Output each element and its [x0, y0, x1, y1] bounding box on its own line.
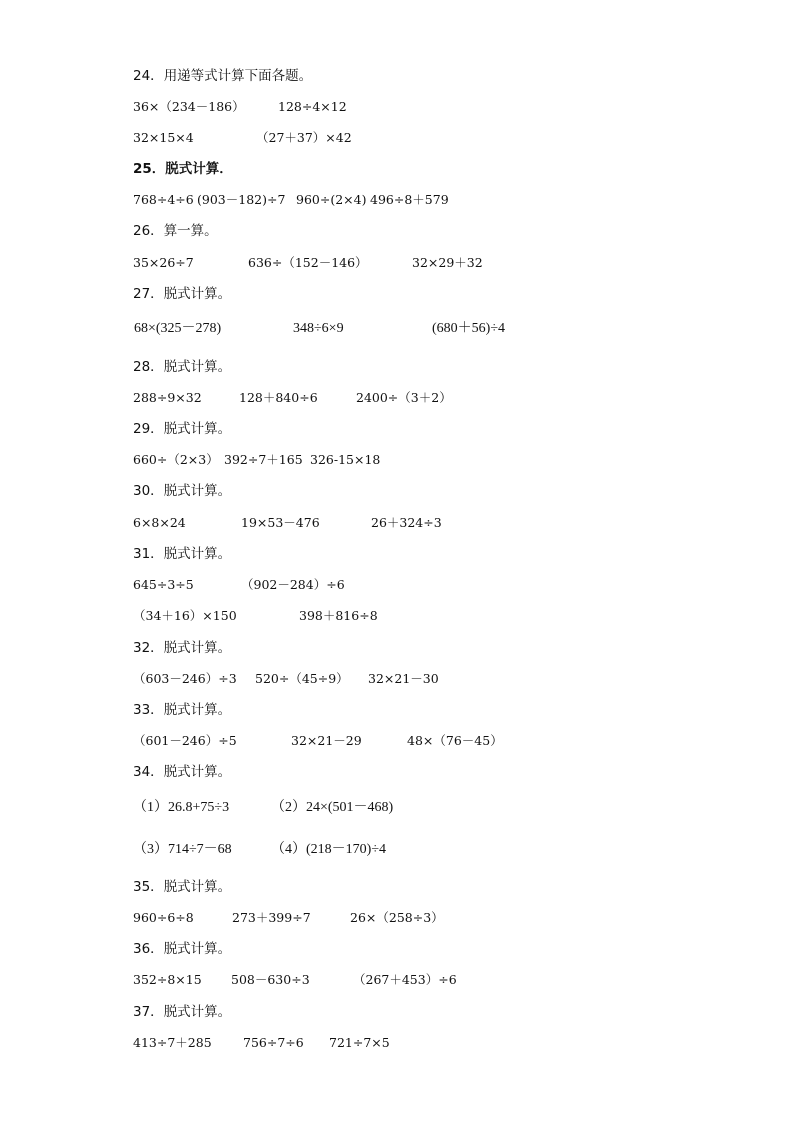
question-33-heading: [133, 700, 231, 720]
expression: 960÷(2×4): [296, 192, 367, 207]
question-28-heading: [133, 357, 231, 377]
expression: (903－182)÷7: [197, 192, 286, 207]
question-25-heading: [133, 159, 233, 179]
question-32-heading: [133, 638, 231, 658]
expression: （27＋37）×42: [256, 130, 352, 145]
question-title: 脱式计算。: [163, 359, 232, 375]
question-number: 34．: [133, 764, 164, 780]
expression: 26×（258÷3）: [350, 910, 444, 925]
question-title: 脱式计算。: [163, 421, 232, 437]
question-title: 脱式计算。: [163, 1004, 232, 1020]
question-title: 脱式计算。: [163, 286, 232, 302]
expression: （603－246）÷3: [133, 671, 237, 686]
question-27-heading: [133, 284, 231, 304]
question-title: 脱式计算。: [163, 764, 232, 780]
question-title: 脱式计算．: [165, 161, 233, 177]
expression: 392÷7＋165: [224, 452, 303, 467]
expression: 508－630÷3: [231, 972, 310, 987]
question-24-heading: [133, 66, 312, 86]
expression: 721÷7×5: [329, 1035, 390, 1050]
expression: 768÷4÷6: [133, 192, 194, 207]
expression: 288÷9×32: [133, 390, 202, 405]
expression: 636÷（152－146）: [248, 255, 368, 270]
expression: 32×15×4: [133, 130, 194, 145]
question-title: 脱式计算。: [163, 702, 232, 718]
expression: 496÷8＋579: [370, 192, 449, 207]
question-34-heading: [133, 762, 231, 782]
expression: 35×26÷7: [133, 255, 194, 270]
question-title: 脱式计算。: [163, 546, 232, 562]
expression: 326-15×18: [310, 452, 381, 467]
expression: （3）714÷7－68: [133, 842, 232, 857]
question-number: 31．: [133, 546, 164, 562]
expression: 128÷4×12: [278, 99, 347, 114]
question-title: 用递等式计算下面各题。: [163, 68, 313, 84]
expression: 32×21－29: [291, 733, 362, 748]
question-number: 36．: [133, 941, 164, 957]
question-title: 脱式计算。: [163, 879, 232, 895]
expression: （902－284）÷6: [241, 577, 345, 592]
question-number: 27．: [133, 286, 164, 302]
question-number: 35．: [133, 879, 164, 895]
question-29-heading: [133, 419, 231, 439]
expression: 32×29＋32: [412, 255, 483, 270]
expression: （2）24×(501－468): [271, 800, 394, 815]
expression: 352÷8×15: [133, 972, 202, 987]
expression: 6×8×24: [133, 515, 186, 530]
expression: 756÷7÷6: [243, 1035, 304, 1050]
expression: (680＋56)÷4: [432, 321, 506, 336]
question-number: 33．: [133, 702, 164, 718]
expression: （601－246）÷5: [133, 733, 237, 748]
expression: 520÷（45÷9）: [255, 671, 349, 686]
expression: 68×(325－278): [134, 321, 222, 336]
expression: 19×53－476: [241, 515, 320, 530]
expression: 348÷6×9: [293, 321, 344, 336]
expression: （34＋16）×150: [133, 608, 237, 623]
question-number: 37．: [133, 1004, 164, 1020]
question-26-heading: [133, 221, 218, 241]
expression: （4）(218－170)÷4: [271, 842, 387, 857]
expression: 2400÷（3＋2）: [356, 390, 452, 405]
question-30-heading: [133, 481, 231, 501]
expression: （267＋453）÷6: [353, 972, 457, 987]
question-number: 28．: [133, 359, 164, 375]
question-title: 脱式计算。: [163, 941, 232, 957]
expression: 660÷（2×3）: [133, 452, 219, 467]
question-36-heading: [133, 939, 231, 959]
question-number: 30．: [133, 483, 164, 499]
question-number: 29．: [133, 421, 164, 437]
expression: 645÷3÷5: [133, 577, 194, 592]
expression: （1）26.8+75÷3: [133, 800, 230, 815]
expression: 48×（76－45）: [407, 733, 503, 748]
expression: 128＋840÷6: [239, 390, 318, 405]
question-number: 24．: [133, 68, 164, 84]
question-number: 26．: [133, 223, 164, 239]
question-35-heading: [133, 877, 231, 897]
expression: 960÷6÷8: [133, 910, 194, 925]
question-number: 32．: [133, 640, 164, 656]
expression: 273＋399÷7: [232, 910, 311, 925]
question-31-heading: [133, 544, 231, 564]
expression: 26＋324÷3: [371, 515, 442, 530]
question-title: 脱式计算。: [163, 483, 232, 499]
expression: 32×21－30: [368, 671, 439, 686]
expression: 413÷7＋285: [133, 1035, 212, 1050]
expression: 398＋816÷8: [299, 608, 378, 623]
question-title: 脱式计算。: [163, 640, 232, 656]
question-number: 25．: [133, 161, 166, 177]
question-37-heading: [133, 1002, 231, 1022]
expression: 36×（234－186）: [133, 99, 245, 114]
question-title: 算一算。: [163, 223, 218, 239]
